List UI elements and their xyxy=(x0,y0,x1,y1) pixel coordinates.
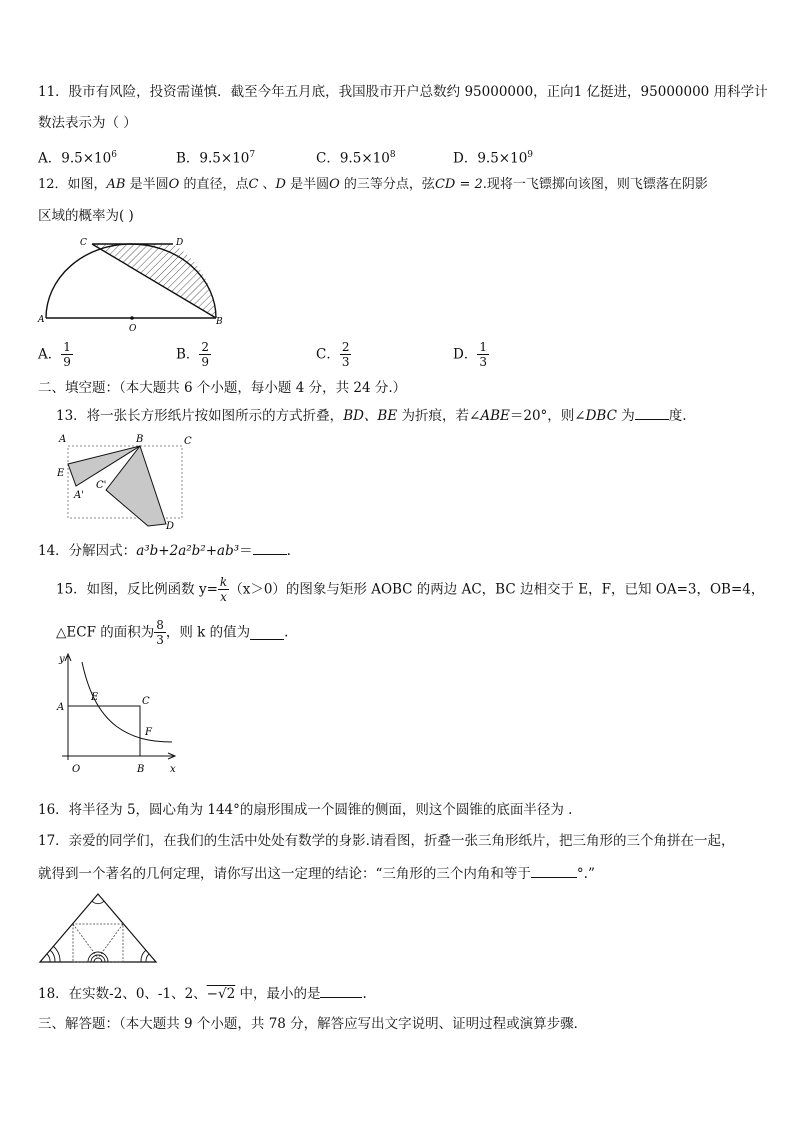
q12-label-a: A xyxy=(38,315,45,325)
q15-graph-figure xyxy=(54,650,184,778)
q17-line1: 17．亲爱的同学们，在我们的生活中处处有数学的身影.请看图，折叠一张三角形纸片，把三角形的三个角拼在一起， xyxy=(38,833,735,849)
q12-label-b: B xyxy=(216,317,223,327)
q13-label-c: C xyxy=(184,436,192,447)
q13-label-c-prime: C' xyxy=(96,480,107,491)
q15-label-a: A xyxy=(57,702,65,713)
q17-angle-arcs-top xyxy=(92,901,104,904)
section2-heading: 二、填空题：（本大题共 6 个小题，每小题 4 分，共 24 分.） xyxy=(38,380,407,396)
q13-label-a: A xyxy=(59,434,67,445)
q17-fold-lines xyxy=(73,924,123,962)
q15-label-f: F xyxy=(145,727,152,738)
q15-label-y: y xyxy=(59,654,65,665)
q15-line1: 15．如图，反比例函数 y= $\frac{k}{x}$ （x＞0）的图象与矩形 AOBC 的两边 AC，BC 边相交于 E，F，已知 OA=3，OB=4， xyxy=(56,575,765,604)
q13-label-a-prime: A' xyxy=(74,490,84,501)
q12-label-c: C xyxy=(80,238,87,248)
q18-answer-blank[interactable] xyxy=(320,983,362,998)
q13-folding-figure xyxy=(56,430,196,530)
q17-angle-arcs-left xyxy=(47,946,60,962)
q17-line2: 就得到一个著名的几何定理，请你写出这一定理的结论：“三角形的三个内角和等于 °.” xyxy=(38,863,595,884)
section3-heading: 三、解答题：（本大题共 9 个小题，共 78 分，解答应写出文字说明、证明过程或演算步骤． xyxy=(38,1016,588,1032)
q12-option-c: C． $\frac{2}{3}$ xyxy=(316,340,350,369)
q12-line2: 区域的概率为( ) xyxy=(38,208,134,224)
q18-text: 18．在实数-2、0、-1、2、−√2 中，最小的是 . xyxy=(38,983,367,1004)
q15-label-o: O xyxy=(72,764,81,775)
q17-triangle-figure xyxy=(36,890,160,966)
q11-option-a: A．$9.5\times 10^6$ xyxy=(38,150,117,167)
q13-label-b: B xyxy=(136,434,144,445)
q15-label-c: C xyxy=(142,696,150,707)
q17-angle-arcs-center xyxy=(88,952,108,962)
q12-label-o: O xyxy=(129,324,137,334)
q12-line1: 12．如图，AB 是半圆O 的直径，点C 、D 是半圆O 的三等分点，弦CD = 2.现将一飞镖掷向该图，则飞镖落在阴影 xyxy=(38,177,708,192)
q15-line2: △ECF 的面积为 $\frac{8}{3}$ ，则 k 的值为 . xyxy=(56,618,289,647)
q13-label-e: E xyxy=(57,468,65,479)
q11-option-b: B．$9.5\times 10^7$ xyxy=(176,150,256,167)
q17-answer-blank[interactable] xyxy=(531,863,577,878)
q11-option-d: D．$9.5\times 10^9$ xyxy=(453,150,534,167)
q11-option-c: C．$9.5\times 10^8$ xyxy=(316,150,396,167)
q12-option-d: D． $\frac{1}{3}$ xyxy=(453,340,487,369)
q15-label-b: B xyxy=(137,764,145,775)
q12-option-a: A． $\frac{1}{9}$ xyxy=(38,340,71,369)
q15-label-e: E xyxy=(91,692,99,703)
q15-answer-blank[interactable] xyxy=(250,625,284,640)
q12-label-d: D xyxy=(176,238,184,248)
q11-line2: 数法表示为（ ） xyxy=(38,115,137,131)
q12-semicircle-figure xyxy=(36,236,236,336)
q15-label-x: x xyxy=(170,764,176,775)
q16-text: 16．将半径为 5，圆心角为 144°的扇形围成一个圆锥的侧面，则这个圆锥的底面半径为 . xyxy=(38,802,573,818)
q13-text: 13．将一张长方形纸片按如图所示的方式折叠，BD、BE 为折痕，若∠ABE＝20°，则∠DBC 为 度. xyxy=(56,405,687,426)
q18-root: −√2 xyxy=(206,986,236,1002)
q12-option-b: B． $\frac{2}{9}$ xyxy=(176,340,210,369)
q11-line1: 11．股市有风险，投资需谨慎．截至今年五月底，我国股市开户总数约 95000000，正向1 亿挺进，95000000 用科学计 xyxy=(38,84,768,100)
q13-label-d: D xyxy=(166,521,175,532)
q14-answer-blank[interactable] xyxy=(253,540,287,555)
q14-text: 14．分解因式：a³b+2a²b²+ab³＝ . xyxy=(38,540,291,561)
q12-center-point xyxy=(130,316,134,320)
q13-answer-blank[interactable] xyxy=(635,405,669,420)
